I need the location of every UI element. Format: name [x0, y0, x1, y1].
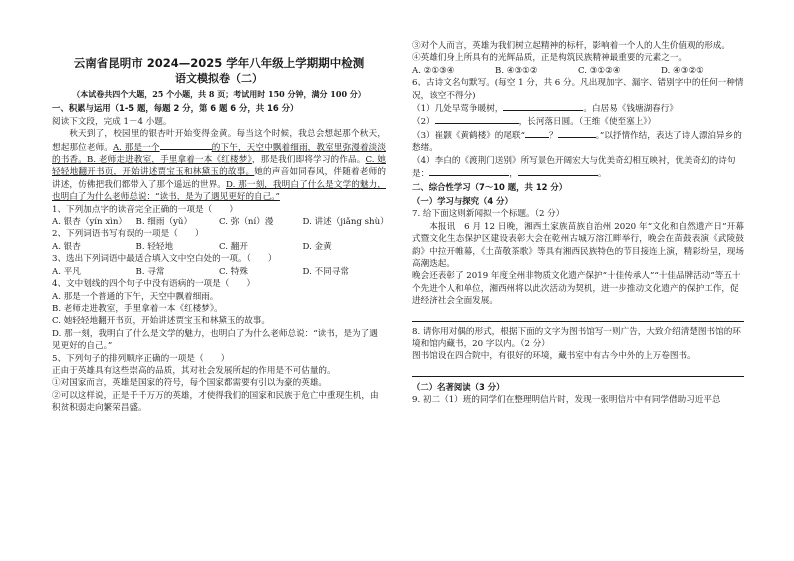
section-1-heading: 一、积累与运用（1-5 题，每题 2 分，第 6 题 6 分，共 16 分）	[52, 103, 299, 114]
q6-item-1	[412, 102, 744, 115]
passage-s0: 秋天到了，校园里的银杏叶开始变得金黄。每当这个时候，我总会想起那个秋天，想起那位老师。	[52, 129, 386, 153]
exam-title: 云南省昆明市 2024—2025 学年八年级上学期期中检测	[73, 56, 365, 70]
q6-3-a: （3）崔颢《黄鹤楼》的尾联“	[412, 130, 525, 141]
q6-1-a: （1）几处早莺争暖树，	[412, 104, 504, 115]
q6-1-blank[interactable]	[503, 102, 583, 111]
q6-item-3	[412, 129, 744, 155]
q6-2-blank[interactable]	[435, 115, 519, 124]
q4-option-b: B. 老师走进教室，手里拿着一本《红楼梦》。	[52, 303, 223, 314]
q8-answer-line[interactable]	[412, 365, 744, 377]
q6-1-b: 。白居易《钱塘湖春行》	[583, 104, 678, 115]
question-6: 6、古诗文名句默写。(每空 1 分，共 6 分。凡出现加字、漏字、错别字中的任何一种情况，该空不得分)	[412, 78, 744, 101]
q3-option-c: C. 特殊	[219, 266, 248, 277]
q5-item-3: ③对个人而言，英雄为我们树立起精神的标杆，影响着一个人的人生价值观的形成。	[412, 41, 730, 51]
q4-option-c: C. 她轻轻地翻开书页，开始讲述贾宝玉和林黛玉的故事。	[52, 316, 270, 327]
q6-3-blank-1[interactable]	[525, 129, 549, 138]
question-2: 2、下列词语书写有误的一项是（ ）	[52, 229, 204, 240]
subsection-2-heading: （二）名著阅读（3 分）	[412, 381, 505, 392]
question-9: 9. 初二（1）班的同学们在整理明信片时，发现一张明信片中有同学借助习近平总	[412, 395, 721, 406]
q6-4-a: （4）李白的《渡荆门送别》所写景色开阔宏大与优美奇幻相互映衬，优美奇幻的诗句是：	[412, 155, 736, 180]
q5-option-a: A. ②①③④	[412, 65, 455, 76]
q6-4-b: ，	[509, 169, 518, 180]
passage-s2: 的下午，天空中飘着细雨，教室里弥漫着淡淡的书香。	[52, 142, 386, 166]
question-8: 8. 请你用对偶的形式，根据下面的文字为图书馆写一则广告，大致介绍清楚图书馆的环境和馆内藏书，20 字以内。（2 分）	[412, 326, 741, 349]
q2-option-b: B. 轻轻地	[135, 241, 174, 252]
passage-s1: A. 那是一个	[113, 142, 160, 153]
passage-s5: C. 她轻轻地翻开书页，开始讲述贾宝玉和林黛玉的故事。	[52, 155, 386, 178]
question-5: 5、下列句子的排列顺序正确的一项是（ ）	[52, 353, 230, 364]
q6-4-blank-2[interactable]	[518, 167, 598, 176]
question-2-options	[52, 241, 386, 253]
passage-s3: B. 老师走进教室，手里拿着一本《红楼梦》	[86, 155, 252, 166]
q5-option-b: B. ④③①②	[495, 65, 538, 76]
passage-s7: D. 那一刻，我明白了什么是文学的魅力，也明白了为什么老师总说：“读书，是为了遇见更好的自己。”	[52, 179, 386, 203]
q6-2-a: （2）	[412, 117, 435, 128]
question-3: 3、选出下列词语中最适合填入文中空白处的一项。（ ）	[52, 254, 277, 265]
q5-option-d: D. ④③②①	[661, 65, 704, 76]
q1-option-a: A. 银杏（yín xìn）	[52, 217, 128, 228]
q2-option-d: D. 金黄	[302, 241, 332, 252]
q6-3-c: 。”以抒情作结，表达了诗人漂泊异乡的愁绪。	[412, 130, 742, 154]
section-2-heading: 二、综合性学习（7～10 题，共 12 分）	[412, 182, 568, 193]
q7-answer-line[interactable]	[412, 310, 744, 322]
q6-3-blank-2[interactable]	[558, 129, 596, 138]
q7-news-2: 晚会还表彰了 2019 年度全州非物质文化遗产保护“十佳传承人”“十佳品牌活动”等五十个先进个人和单位，湘西州将以此次活动为契机，进一步推动文化遗产的保护工作，促进经济社会全面发展。	[412, 271, 741, 307]
question-3-options	[52, 266, 386, 278]
q6-item-2	[412, 115, 744, 128]
passage-s4: ，那是我们即将学习的作品。	[251, 155, 366, 166]
q5-item-1: ①对国家而言，英雄是国家的符号，每个国家都需要有引以为豪的英雄。	[52, 378, 328, 389]
reading-passage	[52, 128, 386, 203]
q3-option-b: B. 寻常	[135, 266, 165, 277]
q4-option-a: A. 那是一个普通的下午，天空中飘着细雨。	[52, 291, 219, 302]
q3-option-d: D. 不同寻常	[302, 266, 349, 277]
exam-subtitle: 语文模拟卷（二）	[175, 72, 263, 85]
question-5-options	[412, 65, 744, 77]
q1-option-c: C. 弥（ní）漫	[219, 217, 274, 228]
question-1: 1、下列加点字的读音完全正确的一项是（ ）	[52, 204, 238, 215]
q6-3-b: ？	[549, 130, 558, 141]
q4-option-d: D. 那一刻，我明白了什么是文学的魅力，也明白了为什么老师总说：“读书，是为了遇见更好的自己。”	[52, 328, 378, 352]
q1-option-d: D. 讲述（jiǎng shù）	[302, 217, 389, 228]
question-1-options	[52, 216, 389, 228]
q2-option-c: C. 翻开	[219, 241, 248, 252]
q3-option-a: A. 平凡	[52, 266, 81, 277]
left-column	[52, 56, 389, 415]
q5-item-2: ②可以这样说，正是千千万万的英雄，才使得我们的国家和民族于危亡中重现生机，由积贫积弱走向繁荣昌盛。	[52, 390, 379, 414]
q6-4-c: 。	[597, 169, 607, 180]
q6-item-4	[412, 155, 744, 181]
subsection-1-heading: （一）学习与探究（4 分）	[412, 195, 513, 206]
q8-text: 图书馆设在四合院中，有很好的环境，藏书室中有古今中外的上万卷图书。	[412, 351, 696, 362]
q6-4-blank-1[interactable]	[429, 167, 509, 176]
q7-news-1: 本报讯 6 月 12 日晚，湘西土家族苗族自治州 2020 年“文化和自然遗产日”开幕式暨文化生态保护区建设表彰大会在乾州古城万溶江畔举行，晚会在苗鼓表演《武陵鼓韵》中拉开帷幕，《土苗敬茶歌》等具有湘西民族特色的节目接连上演，精彩纷呈，现场高潮迭起。	[412, 221, 744, 269]
q5-lead: 正由于英雄具有这些崇高的品质，其对社会发展所起的作用是不可估量的。	[52, 365, 336, 376]
q5-option-c: C. ③①②④	[578, 65, 621, 76]
exam-note: （本试卷共四个大题，25 个小题，共 8 页；考试用时 150 分钟，满分 100 分）	[72, 89, 366, 99]
reading-intro: 阅读下文段，完成 1－4 小题。	[52, 116, 172, 127]
q2-option-a: A. 银杏	[52, 241, 81, 252]
q1-option-b: B. 细雨（yǔ）	[135, 217, 193, 228]
right-column	[412, 40, 744, 407]
question-4: 4、文中划线的四个句子中没有语病的一项是（ ）	[52, 279, 256, 290]
passage-s6: 她的声音如同春风，伴随着老师的讲述，仿佛把我们都带入了那个遥远的世界。	[52, 167, 386, 190]
passage-blank	[160, 141, 212, 150]
question-7: 7. 给下面这则新闻拟一个标题。（2 分）	[412, 209, 565, 220]
q5-item-4: ④英雄们身上所具有的光辉品质，正是构筑民族精神最重要的元素之一。	[412, 53, 688, 64]
q6-2-b: ，长河落日圆。（王维《使至塞上》）	[518, 117, 657, 128]
